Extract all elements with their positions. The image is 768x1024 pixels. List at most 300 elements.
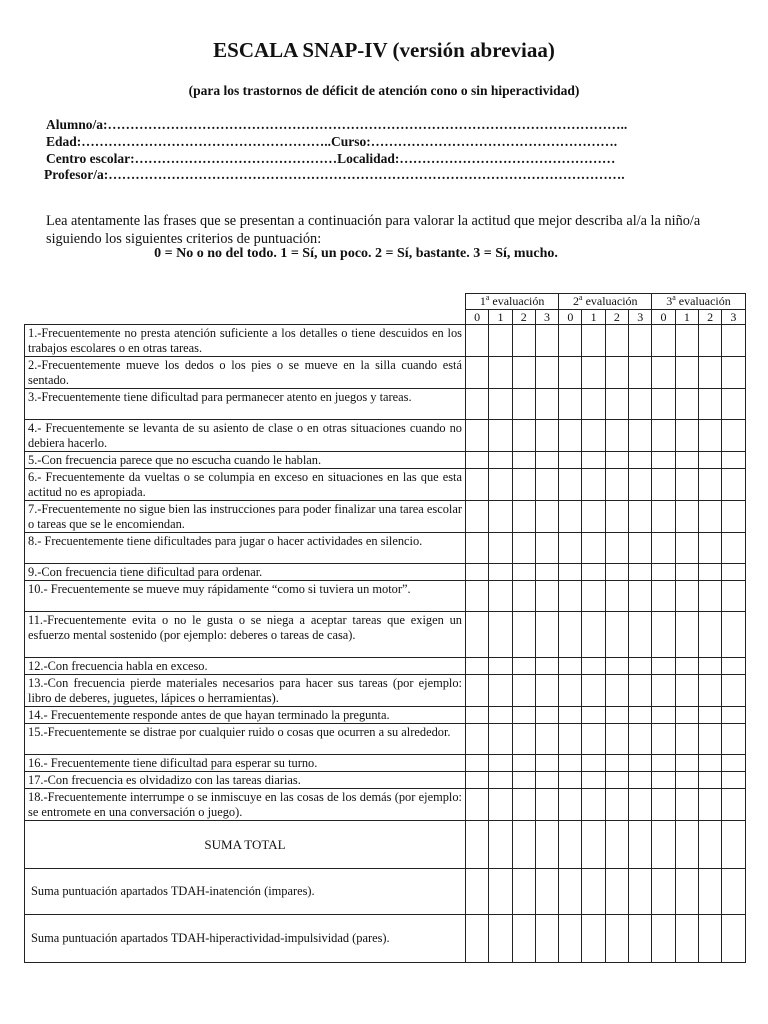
- score-cell[interactable]: [512, 789, 535, 821]
- item-row-15-label: 15.-Frecuentemente se distrae por cualquier ruido o cosas que ocurren a su alrededor.: [25, 724, 466, 755]
- score-cell[interactable]: [722, 581, 745, 612]
- score-cell[interactable]: [652, 789, 675, 821]
- score-cell[interactable]: [698, 755, 721, 772]
- scoring-criteria: 0 = No o no del todo. 1 = Sí, un poco. 2 = Sí, bastante. 3 = Sí, mucho.: [154, 246, 558, 261]
- item-row-17: [25, 772, 746, 789]
- score-cell[interactable]: [652, 501, 675, 533]
- score-cell[interactable]: [512, 420, 535, 452]
- score-cell[interactable]: [559, 869, 582, 915]
- score-cell[interactable]: [698, 469, 721, 501]
- score-cell[interactable]: [559, 564, 582, 581]
- score-cell[interactable]: [512, 325, 535, 357]
- score-cell[interactable]: [605, 724, 628, 755]
- score-cell[interactable]: [466, 724, 489, 755]
- score-cell[interactable]: [489, 612, 512, 658]
- score-cell[interactable]: [652, 357, 675, 389]
- score-cell[interactable]: [582, 724, 605, 755]
- score-cell[interactable]: [675, 707, 698, 724]
- score-cell[interactable]: [535, 452, 558, 469]
- score-label-eval3-1: 1: [675, 310, 698, 325]
- score-cell[interactable]: [559, 658, 582, 675]
- score-cell[interactable]: [652, 469, 675, 501]
- score-cell[interactable]: [722, 724, 745, 755]
- score-cell[interactable]: [722, 533, 745, 564]
- score-cell[interactable]: [629, 389, 652, 420]
- score-cell[interactable]: [582, 501, 605, 533]
- score-cell[interactable]: [559, 469, 582, 501]
- score-cell[interactable]: [605, 325, 628, 357]
- score-cell[interactable]: [559, 501, 582, 533]
- item-row-17-label: 17.-Con frecuencia es olvidadizo con las tareas diarias.: [25, 772, 466, 789]
- score-cell[interactable]: [675, 420, 698, 452]
- score-cell[interactable]: [722, 357, 745, 389]
- score-cell[interactable]: [512, 675, 535, 707]
- score-cell[interactable]: [512, 755, 535, 772]
- score-cell[interactable]: [535, 612, 558, 658]
- score-cell[interactable]: [675, 755, 698, 772]
- score-cell[interactable]: [489, 564, 512, 581]
- score-cell[interactable]: [652, 869, 675, 915]
- score-cell[interactable]: [535, 581, 558, 612]
- score-cell[interactable]: [489, 501, 512, 533]
- score-cell[interactable]: [466, 755, 489, 772]
- item-row-12-label: 12.-Con frecuencia habla en exceso.: [25, 658, 466, 675]
- score-cell[interactable]: [559, 325, 582, 357]
- score-cell[interactable]: [605, 658, 628, 675]
- score-cell[interactable]: [582, 707, 605, 724]
- score-cell[interactable]: [559, 420, 582, 452]
- evaluation-header-1: 1$^a$ evaluación: [466, 294, 559, 310]
- score-cell[interactable]: [629, 772, 652, 789]
- score-cell[interactable]: [489, 724, 512, 755]
- item-row-13-label: 13.-Con frecuencia pierde materiales necesarios para hacer sus tareas (por ejemplo: libro de deberes, juguetes, lápices o herramientas).: [25, 675, 466, 707]
- score-cell[interactable]: [722, 707, 745, 724]
- score-cell[interactable]: [466, 533, 489, 564]
- score-cell[interactable]: [582, 789, 605, 821]
- item-row-6: [25, 469, 746, 501]
- score-cell[interactable]: [559, 612, 582, 658]
- score-cell[interactable]: [605, 675, 628, 707]
- score-cell[interactable]: [582, 452, 605, 469]
- score-cell[interactable]: [559, 915, 582, 963]
- score-cell[interactable]: [675, 612, 698, 658]
- score-cell[interactable]: [698, 564, 721, 581]
- score-cell[interactable]: [559, 789, 582, 821]
- score-cell[interactable]: [722, 869, 745, 915]
- score-cell[interactable]: [512, 581, 535, 612]
- item-row-18: [25, 789, 746, 821]
- score-cell[interactable]: [535, 658, 558, 675]
- score-cell[interactable]: [466, 612, 489, 658]
- total-row: [25, 821, 746, 869]
- score-cell[interactable]: [675, 581, 698, 612]
- item-row-5: [25, 452, 746, 469]
- score-cell[interactable]: [698, 612, 721, 658]
- score-cell[interactable]: [605, 789, 628, 821]
- score-cell[interactable]: [629, 789, 652, 821]
- score-cell[interactable]: [582, 581, 605, 612]
- score-cell[interactable]: [559, 772, 582, 789]
- score-cell[interactable]: [722, 420, 745, 452]
- score-cell[interactable]: [489, 755, 512, 772]
- score-cell[interactable]: [605, 915, 628, 963]
- score-label-eval2-0: 0: [559, 310, 582, 325]
- edad-curso-field[interactable]: Edad:………………………………………………..Curso:……………………………………………….: [46, 134, 618, 149]
- score-cell[interactable]: [629, 564, 652, 581]
- score-cell[interactable]: [675, 675, 698, 707]
- score-cell[interactable]: [652, 389, 675, 420]
- score-cell[interactable]: [605, 420, 628, 452]
- score-cell[interactable]: [489, 789, 512, 821]
- score-cell[interactable]: [722, 452, 745, 469]
- score-cell[interactable]: [652, 420, 675, 452]
- score-cell[interactable]: [582, 869, 605, 915]
- score-cell[interactable]: [489, 533, 512, 564]
- score-cell[interactable]: [466, 915, 489, 963]
- item-row-2: [25, 357, 746, 389]
- score-cell[interactable]: [605, 707, 628, 724]
- score-cell[interactable]: [582, 469, 605, 501]
- item-row-9: [25, 564, 746, 581]
- hyperactivity-sum-row-label: Suma puntuación apartados TDAH-hiperactividad-impulsividad (pares).: [25, 915, 466, 963]
- score-cell[interactable]: [722, 755, 745, 772]
- score-cell[interactable]: [629, 325, 652, 357]
- item-row-16: [25, 755, 746, 772]
- score-cell[interactable]: [535, 869, 558, 915]
- score-cell[interactable]: [629, 533, 652, 564]
- score-cell[interactable]: [466, 675, 489, 707]
- score-cell[interactable]: [489, 357, 512, 389]
- score-cell[interactable]: [512, 389, 535, 420]
- score-cell[interactable]: [466, 869, 489, 915]
- score-cell[interactable]: [629, 869, 652, 915]
- score-cell[interactable]: [535, 821, 558, 869]
- score-cell[interactable]: [698, 658, 721, 675]
- score-cell[interactable]: [559, 755, 582, 772]
- item-row-9-label: 9.-Con frecuencia tiene dificultad para ordenar.: [25, 564, 466, 581]
- score-cell[interactable]: [535, 420, 558, 452]
- score-cell[interactable]: [466, 469, 489, 501]
- score-cell[interactable]: [652, 581, 675, 612]
- score-cell[interactable]: [698, 452, 721, 469]
- score-cell[interactable]: [652, 564, 675, 581]
- score-cell[interactable]: [698, 357, 721, 389]
- score-cell[interactable]: [698, 915, 721, 963]
- score-cell[interactable]: [722, 821, 745, 869]
- score-cell[interactable]: [466, 707, 489, 724]
- score-cell[interactable]: [722, 501, 745, 533]
- score-cell[interactable]: [582, 675, 605, 707]
- score-cell[interactable]: [722, 915, 745, 963]
- score-cell[interactable]: [722, 658, 745, 675]
- score-cell[interactable]: [675, 724, 698, 755]
- score-cell[interactable]: [466, 389, 489, 420]
- score-cell[interactable]: [675, 772, 698, 789]
- score-cell[interactable]: [722, 612, 745, 658]
- score-cell[interactable]: [605, 772, 628, 789]
- score-cell[interactable]: [535, 469, 558, 501]
- item-row-11: [25, 612, 746, 658]
- score-cell[interactable]: [652, 533, 675, 564]
- score-cell[interactable]: [512, 915, 535, 963]
- score-cell[interactable]: [466, 658, 489, 675]
- score-cell[interactable]: [722, 469, 745, 501]
- score-cell[interactable]: [535, 501, 558, 533]
- score-cell[interactable]: [605, 869, 628, 915]
- score-cell[interactable]: [512, 821, 535, 869]
- score-cell[interactable]: [512, 612, 535, 658]
- alumno-field[interactable]: Alumno/a:……………………………………………………………………………………………………..: [46, 117, 628, 132]
- score-cell[interactable]: [466, 564, 489, 581]
- score-cell[interactable]: [652, 772, 675, 789]
- score-cell[interactable]: [675, 325, 698, 357]
- centro-localidad-field[interactable]: Centro escolar:………………………………………Localidad:…………………………………………: [46, 151, 616, 166]
- score-cell[interactable]: [605, 821, 628, 869]
- score-cell[interactable]: [535, 707, 558, 724]
- score-cell[interactable]: [675, 389, 698, 420]
- header-spacer: [25, 310, 466, 325]
- score-cell[interactable]: [535, 533, 558, 564]
- score-cell[interactable]: [512, 724, 535, 755]
- score-cell[interactable]: [489, 707, 512, 724]
- score-cell[interactable]: [629, 755, 652, 772]
- score-label-eval1-3: 3: [535, 310, 558, 325]
- score-cell[interactable]: [489, 675, 512, 707]
- score-cell[interactable]: [559, 357, 582, 389]
- score-cell[interactable]: [535, 675, 558, 707]
- score-cell[interactable]: [466, 821, 489, 869]
- score-label-eval3-0: 0: [652, 310, 675, 325]
- score-cell[interactable]: [489, 581, 512, 612]
- score-cell[interactable]: [466, 789, 489, 821]
- score-cell[interactable]: [559, 675, 582, 707]
- item-row-16-label: 16.- Frecuentemente tiene dificultad para esperar su turno.: [25, 755, 466, 772]
- score-cell[interactable]: [722, 772, 745, 789]
- score-cell[interactable]: [466, 772, 489, 789]
- score-cell[interactable]: [675, 469, 698, 501]
- score-cell[interactable]: [698, 724, 721, 755]
- score-cell[interactable]: [512, 869, 535, 915]
- score-cell[interactable]: [698, 325, 721, 357]
- item-row-2-label: 2.-Frecuentemente mueve los dedos o los pies o se mueve en la silla cuando está sentado.: [25, 357, 466, 389]
- item-row-1-label: 1.-Frecuentemente no presta atención suficiente a los detalles o tiene descuidos en los trabajos escolares o en otras tareas.: [25, 325, 466, 357]
- score-cell[interactable]: [582, 915, 605, 963]
- score-cell[interactable]: [675, 821, 698, 869]
- score-cell[interactable]: [629, 357, 652, 389]
- score-cell[interactable]: [698, 707, 721, 724]
- score-label-eval2-2: 2: [605, 310, 628, 325]
- score-cell[interactable]: [652, 325, 675, 357]
- score-cell[interactable]: [652, 658, 675, 675]
- score-cell[interactable]: [489, 420, 512, 452]
- score-cell[interactable]: [559, 707, 582, 724]
- item-row-4: [25, 420, 746, 452]
- score-cell[interactable]: [535, 915, 558, 963]
- score-cell[interactable]: [605, 452, 628, 469]
- document-title: ESCALA SNAP-IV (versión abreviaa): [213, 38, 555, 62]
- score-cell[interactable]: [489, 325, 512, 357]
- score-cell[interactable]: [675, 789, 698, 821]
- score-cell[interactable]: [629, 821, 652, 869]
- score-cell[interactable]: [652, 915, 675, 963]
- score-cell[interactable]: [652, 675, 675, 707]
- total-row-label: SUMA TOTAL: [25, 821, 466, 869]
- score-cell[interactable]: [489, 869, 512, 915]
- score-cell[interactable]: [698, 533, 721, 564]
- score-cell[interactable]: [582, 564, 605, 581]
- score-cell[interactable]: [512, 772, 535, 789]
- score-cell[interactable]: [629, 420, 652, 452]
- score-cell[interactable]: [559, 581, 582, 612]
- score-cell[interactable]: [652, 821, 675, 869]
- score-cell[interactable]: [722, 789, 745, 821]
- score-cell[interactable]: [605, 469, 628, 501]
- score-cell[interactable]: [629, 469, 652, 501]
- score-cell[interactable]: [629, 675, 652, 707]
- score-cell[interactable]: [652, 707, 675, 724]
- score-cell[interactable]: [629, 452, 652, 469]
- score-cell[interactable]: [535, 755, 558, 772]
- item-row-10: [25, 581, 746, 612]
- score-cell[interactable]: [489, 821, 512, 869]
- score-cell[interactable]: [652, 755, 675, 772]
- score-cell[interactable]: [559, 533, 582, 564]
- item-row-8: [25, 533, 746, 564]
- score-cell[interactable]: [489, 658, 512, 675]
- score-cell[interactable]: [605, 581, 628, 612]
- score-cell[interactable]: [535, 564, 558, 581]
- score-cell[interactable]: [582, 612, 605, 658]
- score-cell[interactable]: [535, 772, 558, 789]
- score-cell[interactable]: [629, 724, 652, 755]
- score-cell[interactable]: [722, 325, 745, 357]
- score-cell[interactable]: [582, 755, 605, 772]
- score-cell[interactable]: [698, 389, 721, 420]
- score-cell[interactable]: [582, 389, 605, 420]
- score-cell[interactable]: [582, 325, 605, 357]
- score-label-eval1-2: 2: [512, 310, 535, 325]
- score-cell[interactable]: [698, 772, 721, 789]
- score-cell[interactable]: [629, 658, 652, 675]
- score-cell[interactable]: [512, 707, 535, 724]
- score-cell[interactable]: [698, 581, 721, 612]
- score-cell[interactable]: [605, 501, 628, 533]
- score-cell[interactable]: [675, 501, 698, 533]
- score-cell[interactable]: [489, 772, 512, 789]
- score-cell[interactable]: [535, 357, 558, 389]
- score-cell[interactable]: [582, 772, 605, 789]
- score-cell[interactable]: [512, 452, 535, 469]
- score-cell[interactable]: [722, 564, 745, 581]
- score-cell[interactable]: [489, 915, 512, 963]
- score-cell[interactable]: [466, 452, 489, 469]
- score-cell[interactable]: [466, 581, 489, 612]
- score-cell[interactable]: [582, 357, 605, 389]
- inattention-sum-row-label: Suma puntuación apartados TDAH-inatención (impares).: [25, 869, 466, 915]
- score-cell[interactable]: [535, 389, 558, 420]
- score-cell[interactable]: [605, 357, 628, 389]
- score-cell[interactable]: [629, 501, 652, 533]
- item-row-7-label: 7.-Frecuentemente no sigue bien las instrucciones para poder finalizar una tarea escolar o tareas que se le encomiendan.: [25, 501, 466, 533]
- score-cell[interactable]: [466, 325, 489, 357]
- score-cell[interactable]: [605, 564, 628, 581]
- score-cell[interactable]: [466, 501, 489, 533]
- score-cell[interactable]: [675, 533, 698, 564]
- evaluation-header-3: 3$^a$ evaluación: [652, 294, 745, 310]
- score-cell[interactable]: [652, 724, 675, 755]
- item-row-13: [25, 675, 746, 707]
- score-cell[interactable]: [605, 612, 628, 658]
- score-cell[interactable]: [512, 564, 535, 581]
- score-cell[interactable]: [675, 915, 698, 963]
- score-cell[interactable]: [466, 357, 489, 389]
- header-spacer: [25, 294, 466, 310]
- score-cell[interactable]: [512, 501, 535, 533]
- score-cell[interactable]: [582, 821, 605, 869]
- score-cell[interactable]: [512, 469, 535, 501]
- score-cell[interactable]: [605, 755, 628, 772]
- item-row-3: [25, 389, 746, 420]
- item-row-10-label: 10.- Frecuentemente se mueve muy rápidamente “como si tuviera un motor”.: [25, 581, 466, 612]
- item-row-4-label: 4.- Frecuentemente se levanta de su asiento de clase o en otras situaciones cuando no debiera hacerlo.: [25, 420, 466, 452]
- score-cell[interactable]: [675, 357, 698, 389]
- score-cell[interactable]: [675, 658, 698, 675]
- score-cell[interactable]: [675, 452, 698, 469]
- score-cell[interactable]: [605, 389, 628, 420]
- score-cell[interactable]: [698, 869, 721, 915]
- score-cell[interactable]: [722, 675, 745, 707]
- score-cell[interactable]: [489, 452, 512, 469]
- profesor-field[interactable]: Profesor/a:…………………………………………………………………………………………………….: [44, 167, 625, 182]
- score-cell[interactable]: [582, 420, 605, 452]
- item-row-6-label: 6.- Frecuentemente da vueltas o se columpia en exceso en situaciones en las que esta actitud no es apropiada.: [25, 469, 466, 501]
- score-cell[interactable]: [535, 724, 558, 755]
- score-label-eval2-3: 3: [629, 310, 652, 325]
- score-cell[interactable]: [629, 612, 652, 658]
- score-cell[interactable]: [629, 915, 652, 963]
- score-cell[interactable]: [535, 325, 558, 357]
- score-cell[interactable]: [512, 357, 535, 389]
- score-cell[interactable]: [489, 389, 512, 420]
- score-cell[interactable]: [629, 581, 652, 612]
- score-cell[interactable]: [675, 869, 698, 915]
- score-cell[interactable]: [652, 452, 675, 469]
- score-cell[interactable]: [559, 821, 582, 869]
- score-cell[interactable]: [559, 389, 582, 420]
- score-label-eval2-1: 1: [582, 310, 605, 325]
- score-cell[interactable]: [629, 707, 652, 724]
- score-cell[interactable]: [489, 469, 512, 501]
- score-cell[interactable]: [582, 658, 605, 675]
- score-cell[interactable]: [675, 564, 698, 581]
- score-cell[interactable]: [652, 612, 675, 658]
- score-cell[interactable]: [535, 789, 558, 821]
- score-cell[interactable]: [698, 789, 721, 821]
- score-cell[interactable]: [559, 724, 582, 755]
- instructions-text: Lea atentamente las frases que se presentan a continuación para valorar la actitud que mejor describa al/a la niño/a siguiendo los siguientes criterios de puntuación:: [46, 213, 701, 247]
- score-cell[interactable]: [698, 501, 721, 533]
- score-cell[interactable]: [722, 389, 745, 420]
- score-cell[interactable]: [512, 533, 535, 564]
- score-cell[interactable]: [582, 533, 605, 564]
- score-cell[interactable]: [698, 420, 721, 452]
- score-cell[interactable]: [466, 420, 489, 452]
- score-cell[interactable]: [605, 533, 628, 564]
- score-cell[interactable]: [512, 658, 535, 675]
- score-cell[interactable]: [559, 452, 582, 469]
- score-cell[interactable]: [698, 675, 721, 707]
- score-cell[interactable]: [698, 821, 721, 869]
